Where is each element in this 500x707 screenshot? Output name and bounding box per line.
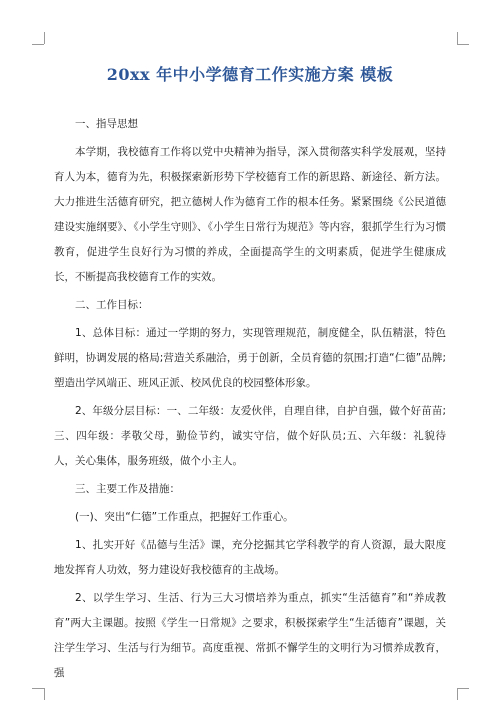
crop-mark-top-right: [457, 32, 458, 44]
document-body: [54, 112, 446, 689]
crop-mark-top-left: [44, 32, 45, 44]
crop-mark-top-left: [32, 44, 44, 45]
section-heading: 三、主要工作及措施：: [75, 483, 180, 495]
section-heading: 一、指导思想: [75, 118, 138, 130]
body-paragraph: 2、以学生学习、生活、行为三大习惯培养为重点，抓实“生活德育”和“养成教育”两大主课题。按照《学生一日常规》之要求，积极探索学生“生活德育”课题，关注学生学习、生活与行为细节。高度重视、常抓不懈学生的文明行为习惯养成教育，强: [54, 592, 446, 679]
body-paragraph: 本学期，我校德育工作将以党中央精神为指导，深入贯彻落实科学发展观，坚持育人为本，德育为先，积极探索新形势下学校德育工作的新思路、新途径、新方法。大力推进生活德育研究，把立德树人作为德育工作的根本任务。紧紧围绕《公民道德建设实施纲要》、《小学生守则》、《小学生日常行为规范》等内容，狠抓学生行为习惯教育，促进学生良好行为习惯的养成，全面提高学生的文明素质，促进学生健康成长，不断提高我校德育工作的实效。: [54, 146, 446, 283]
body-paragraph: 1、总体目标：通过一学期的努力，实现管理规范，制度健全，队伍精湛，特色鲜明，协调发展的格局;营造关系融洽，勇于创新，全员育德的氛围;打造“仁德”品牌;塑造出学风端正、班风正派、校风优良的校园整体形象。: [54, 327, 446, 389]
body-paragraph: 1、扎实开好《品德与生活》课，充分挖掘其它学科教学的育人资源，最大限度地发挥育人功效，努力建设好我校德育的主战场。: [54, 539, 446, 576]
section-heading: 二、工作目标：: [75, 299, 149, 311]
subsection-heading: (一)、突出“仁德”工作重点，把握好工作重心。: [75, 511, 294, 523]
crop-mark-top-right: [457, 44, 469, 45]
crop-mark-bottom-right: [457, 688, 458, 700]
crop-mark-bottom-left: [32, 688, 44, 689]
crop-mark-bottom-right: [457, 688, 469, 689]
document-title: 20xx 年中小学德育工作实施方案 模板: [106, 65, 394, 84]
crop-mark-bottom-left: [44, 688, 45, 700]
body-paragraph: 2、年级分层目标：一、二年级：友爱伙伴，自理自律，自护自强，做个好苗苗;三、四年级：孝敬父母，勤俭节约，诚实守信，做个好队员;五、六年级：礼貌待人，关心集体，服务班级，做个小主人。: [54, 405, 446, 467]
